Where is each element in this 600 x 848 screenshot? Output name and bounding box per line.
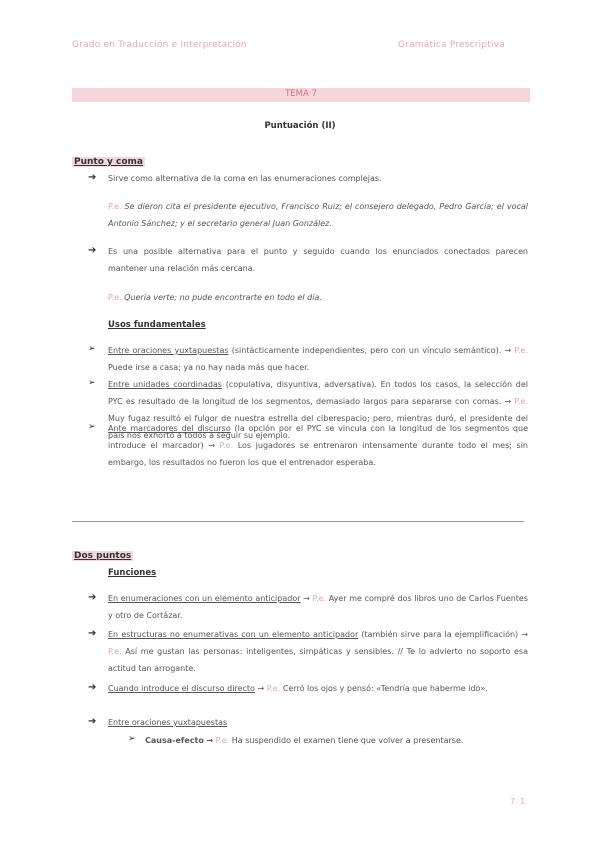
funcion-lead: Entre oraciones yuxtapuestas	[108, 718, 228, 727]
funcion-rest: (también sirve para la ejemplificación)	[358, 630, 519, 639]
pe-label: P.e.	[108, 202, 122, 211]
arrow-icon: ➔	[88, 716, 97, 727]
bullet-text: Sirve como alternativa de la coma en las enumeraciones complejas.	[108, 174, 382, 183]
inline-arrow-icon: →	[257, 684, 265, 693]
section-title: Dos puntos	[74, 551, 132, 561]
pe-label: P.e.	[108, 647, 122, 656]
example	[108, 289, 528, 306]
triangle-bullet-icon: ➢	[88, 378, 96, 388]
uso-item	[108, 342, 528, 376]
sub-item-example: Ha suspendido el examen tiene que volver a presentarse.	[231, 736, 464, 745]
arrow-icon: ➔	[88, 245, 97, 256]
page-number: 7. 1	[510, 797, 526, 806]
funciones-heading: Funciones	[108, 568, 157, 578]
uso-example: Puede irse a casa; ya no hay nada más que hacer.	[108, 363, 310, 372]
uso-lead: Entre unidades coordinadas	[108, 380, 222, 389]
triangle-bullet-icon: ➢	[128, 734, 136, 744]
uso-rest: (sintácticamente independientes, pero con un vínculo semántico).	[228, 346, 502, 355]
triangle-bullet-icon: ➢	[88, 422, 96, 432]
inline-arrow-icon: →	[208, 441, 215, 450]
example-text: Se dieron cita el presidente ejecutivo, Francisco Ruiz; el consejero delegado, Pedro García; el vocal Antonio Sánchez; y el secretario general Juan González.	[108, 202, 529, 228]
uso-lead: Ante marcadores del discurso	[108, 424, 231, 433]
inline-arrow-icon: →	[504, 346, 512, 355]
inline-arrow-icon: →	[303, 594, 310, 603]
funcion-item	[108, 680, 528, 697]
pe-label: P.e.	[312, 594, 327, 603]
arrow-icon: ➔	[88, 628, 97, 639]
pe-label: P.e.	[108, 293, 122, 302]
funcion-item	[108, 714, 528, 731]
example	[108, 198, 528, 232]
arrow-icon: ➔	[88, 592, 97, 603]
section-title: Punto y coma	[74, 157, 143, 167]
funcion-item	[108, 626, 528, 677]
pe-label: P.e.	[219, 441, 234, 450]
uso-example: Los jugadores se entrenaron intensamente durante todo el mes; sin embargo, los resultados no fueron los que el entrenador esperaba.	[108, 441, 528, 467]
header-left: Grado en Traducción e Interpretación	[72, 40, 247, 50]
triangle-bullet-icon: ➢	[88, 344, 96, 354]
uso-rest: (la opción por el PYC se vincula con la longitud de los segmentos que introduce el marcador)	[108, 424, 528, 450]
uso-example: Muy fugaz resultó el fulgor de nuestra estrella del ciberespacio; pero, mientras duró, el presidente del país nos exhortó a todos a seguir su ejemplo.	[108, 414, 528, 440]
pe-label: P.e.	[215, 736, 230, 745]
funcion-lead: En estructuras no enumerativas con un elemento anticipador	[108, 630, 359, 639]
pe-label: P.e.	[514, 397, 529, 406]
header-right: Gramática Prescriptiva	[398, 40, 505, 50]
pe-label: P.e.	[266, 684, 281, 693]
bullet-text: Es una posible alternativa para el punto y seguido cuando los enunciados conectados parecen mantener una relación más cercana.	[108, 247, 528, 273]
funcion-example: Ayer me compré dos libros uno de Carlos Fuentes y otro de Cortázar.	[108, 594, 528, 620]
sub-item-lead: Causa-efecto	[145, 736, 204, 745]
section-dos-puntos	[72, 543, 133, 562]
page-subtitle: Puntuación (II)	[264, 121, 336, 131]
funcion-example: Cerró los ojos y pensó: «Tendría que haberme ido».	[282, 684, 488, 693]
funcion-example: Así me gustan las personas: inteligentes, simpáticas y sensibles. // Te lo advierto no soporto esa actitud tan arrogante.	[108, 647, 528, 673]
arrow-icon: ➔	[88, 682, 97, 693]
funcion-lead: Cuando introduce el discurso directo	[108, 684, 255, 693]
uso-lead: Entre oraciones yuxtapuestas	[108, 346, 229, 355]
uso-item	[108, 420, 528, 471]
tema-bar	[72, 88, 530, 102]
uso-rest: (copulativa, disyuntiva, adversativa). En todos los casos, la selección del PYC es resultado de la longitud de los segmentos, demasiado largos para separarse con comas.	[108, 380, 529, 406]
section-punto-y-coma	[72, 149, 145, 168]
inline-arrow-icon: →	[206, 736, 214, 745]
divider	[72, 521, 524, 522]
arrow-icon: ➔	[88, 172, 97, 183]
inline-arrow-icon: →	[521, 630, 528, 639]
sub-item	[145, 732, 530, 749]
funcion-item	[108, 590, 528, 624]
pe-label: P.e.	[514, 346, 528, 355]
usos-heading: Usos fundamentales	[108, 320, 206, 330]
tema-title: TEMA 7	[285, 89, 317, 99]
funcion-lead: En enumeraciones con un elemento anticipador	[108, 594, 301, 603]
inline-arrow-icon: →	[504, 397, 512, 406]
example-text: Quería verte; no pude encontrarte en todo el día.	[124, 293, 322, 302]
